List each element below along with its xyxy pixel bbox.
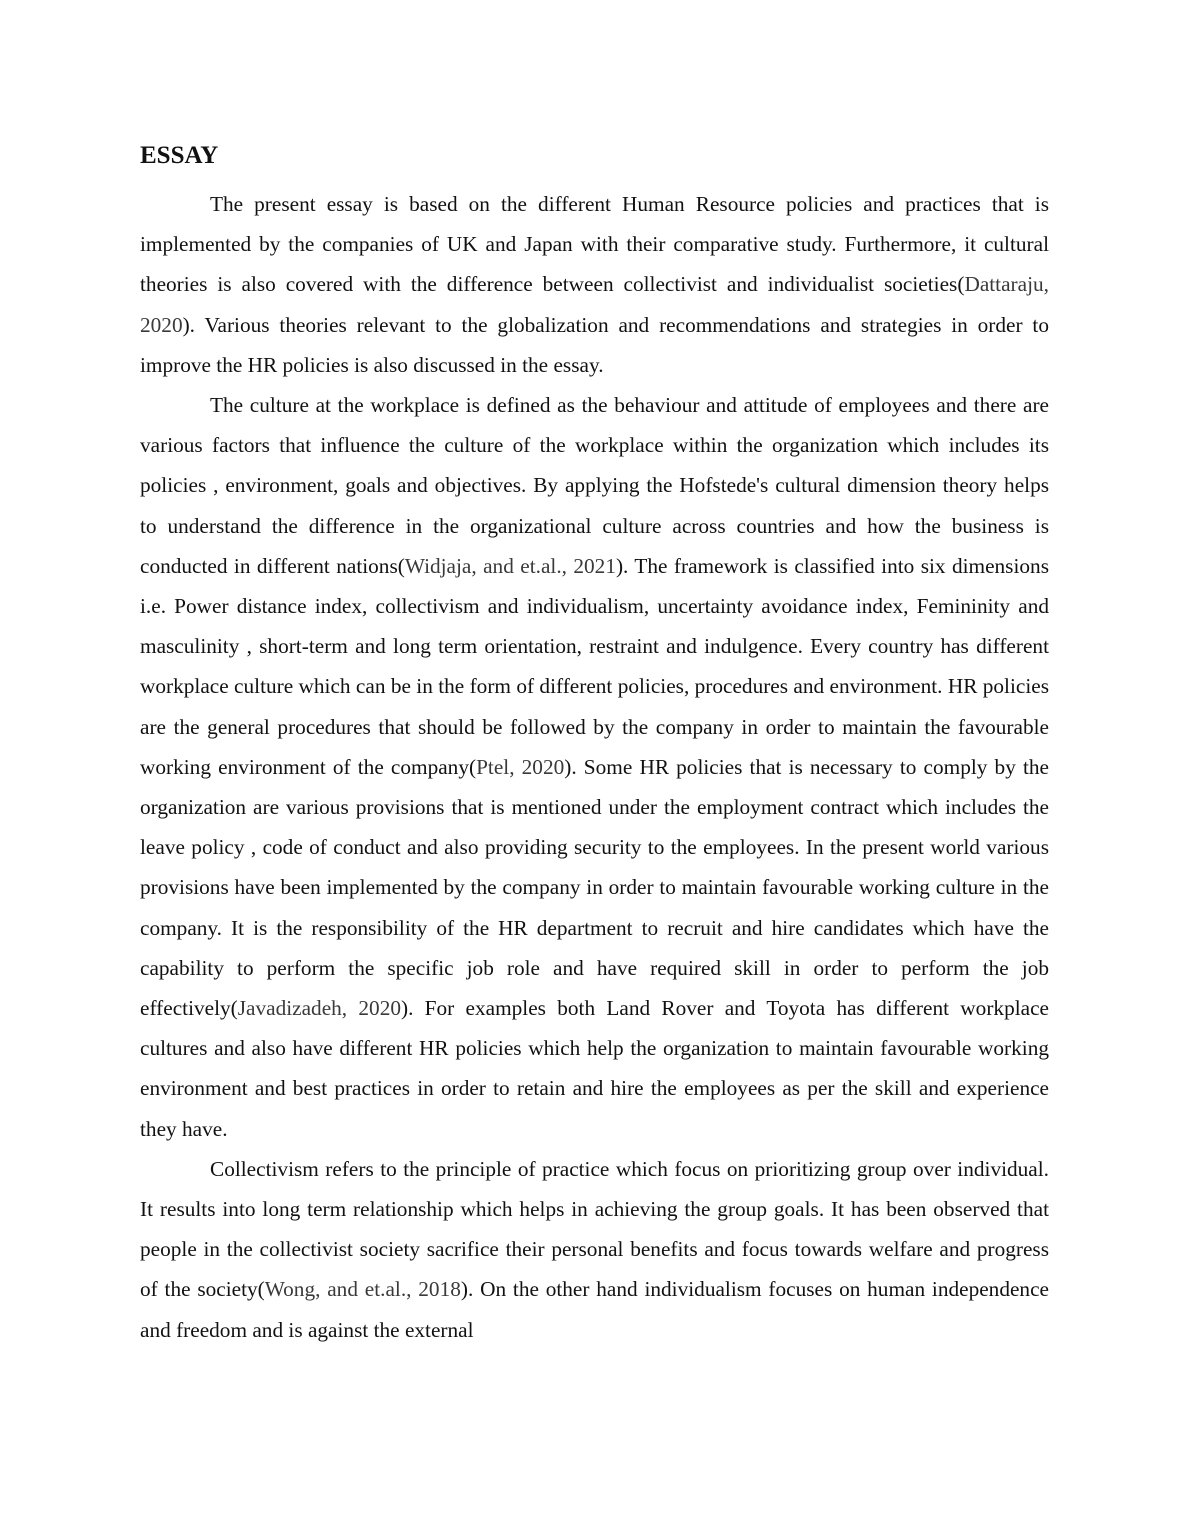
paragraph-workplace-culture <box>140 385 1049 1149</box>
essay-heading: ESSAY <box>140 142 219 169</box>
paragraph-text: ). For examples both Land Rover and Toyota has different workplace cultures and also have different HR policies which help the organization to maintain favourable working environment and best practices in order to retain and hire the employees as per the skill and experience they have. <box>140 996 1049 1141</box>
paragraph-text: Collectivism refers to the principle of practice which focus on prioritizing group over individual. It results into long term relationship which helps in achieving the group goals. It has been observed that people in the collectivist society sacrifice their personal benefits and focus towards welfare and progress of the society( <box>140 1156 1049 1302</box>
document-page <box>140 140 1049 1350</box>
paragraph-text: ). On the other hand individualism focuses on human independence and freedom and is against the external <box>140 1277 1049 1342</box>
paragraph-text: ). Some HR policies that is necessary to comply by the organization are various provisions that is mentioned under the employment contract which includes the leave policy , code of conduct and also providing security to the employees. In the present world various provisions have been implemented by the company in order to maintain favourable working culture in the company. It is the responsibility of the HR department to recruit and hire candidates which have the capability to perform the specific job role and have required skill in order to perform the job effectively( <box>140 754 1049 1021</box>
paragraph-text: The present essay is based on the different Human Resource policies and practices that is implemented by the companies of UK and Japan with their comparative study. Furthermore, it cultural theories is also covered with the difference between collectivist and individualist societies( <box>140 192 1049 297</box>
citation: Ptel, 2020 <box>476 754 565 779</box>
paragraph-text: The culture at the workplace is defined as the behaviour and attitude of employees and there are various factors that influence the culture of the workplace within the organization which includes its policies , environment, goals and objectives. By applying the Hofstede's cultural dimension theory helps to understand the difference in the organizational culture across countries and how the business is conducted in different nations( <box>140 393 1049 578</box>
paragraph-text: ). Various theories relevant to the globalization and recommendations and strategies in order to improve the HR policies is also discussed in the essay. <box>140 312 1049 377</box>
paragraph-text: ). The framework is classified into six dimensions i.e. Power distance index, collectivism and individualism, uncertainty avoidance index, Femininity and masculinity , short-term and long term orientation, restraint and indulgence. Every country has different workplace culture which can be in the form of different policies, procedures and environment. HR policies are the general procedures that should be followed by the company in order to maintain the favourable working environment of the company( <box>140 553 1049 779</box>
citation: Dattaraju, 2020 <box>140 272 1049 337</box>
citation: Javadizadeh, 2020 <box>237 996 401 1021</box>
citation: Widjaja, and et.al., 2021 <box>404 553 616 578</box>
paragraph-introduction <box>140 184 1049 385</box>
paragraph-collectivism <box>140 1149 1049 1350</box>
citation: Wong, and et.al., 2018 <box>264 1277 461 1302</box>
